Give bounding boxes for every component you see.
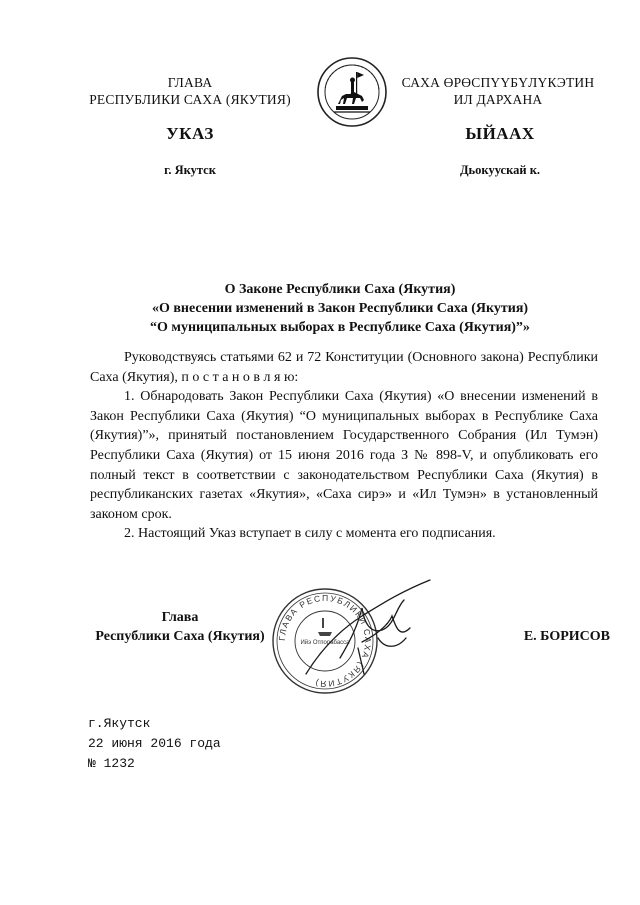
header-left <box>72 74 308 108</box>
decree-body <box>90 348 598 544</box>
footer-block <box>88 714 348 774</box>
law-title-line3: “О муниципальных выборах в Республике Саха (Якутия)”» <box>150 320 530 335</box>
header-right <box>392 74 604 108</box>
doc-type-right: ЫЙААХ <box>465 124 535 143</box>
law-title <box>80 280 600 337</box>
intro-paragraph: Руководствуясь статьями 62 и 72 Конституции (Основного закона) Республики Саха (Якутия), п о с т а н о в л я ю: <box>90 350 598 385</box>
place-left: г. Якутск <box>164 163 216 177</box>
place-right: Дьокуускай к. <box>459 163 541 177</box>
signatory-title-line1: Глава <box>161 610 199 625</box>
signatory-title-line2: Республики Саха (Якутия) <box>95 629 265 644</box>
header-right-line2: ИЛ ДАРХАНА <box>453 92 543 107</box>
law-title-line1: О Законе Республики Саха (Якутия) <box>224 282 456 297</box>
header-left-line1: ГЛАВА <box>167 75 213 90</box>
header-right-line1: САХА ӨРӨСПҮҮБҮЛҮКЭТИН <box>401 75 595 90</box>
footer-number: № 1232 <box>88 756 135 771</box>
seal-center-text: Ийэ Отпорабасса <box>300 640 350 646</box>
item-2-paragraph: 2. Настоящий Указ вступает в силу с момента его подписания. <box>124 526 496 542</box>
signatory-name: Е. БОРИСОВ <box>523 629 610 644</box>
signatory-title <box>80 608 280 646</box>
footer-city: г.Якутск <box>88 716 151 731</box>
item-1-paragraph: 1. Обнародовать Закон Республики Саха (Якутия) «О внесении изменений в Закон Республики Саха (Якутия) “О муниципальных выборах в Республике Саха (Якутия)”», принятый постановлением Государственного Собрания (Ил Тумэн) Республики Саха (Якутия) от 15 июня 2016 года З № 898-V, и опубликовать его полный текст в соответствии с законодательством Республики Саха (Якутия) в республиканских газетах «Якутия», «Саха сирэ» и «Ил Тумэн» в установленный законом срок. <box>90 389 598 522</box>
law-title-line2: «О внесении изменений в Закон Республики Саха (Якутия) <box>151 301 529 316</box>
seal-ring-text: ГЛАВА РЕСПУБЛИКИ САХА (ЯКУТИЯ) <box>276 592 374 690</box>
handwritten-signature <box>300 578 440 688</box>
doc-type-left: УКАЗ <box>166 124 214 143</box>
footer-date: 22 июня 2016 года <box>88 736 221 751</box>
coat-of-arms-emblem-icon <box>316 56 388 128</box>
header-left-line2: РЕСПУБЛИКИ САХА (ЯКУТИЯ) <box>89 92 291 107</box>
